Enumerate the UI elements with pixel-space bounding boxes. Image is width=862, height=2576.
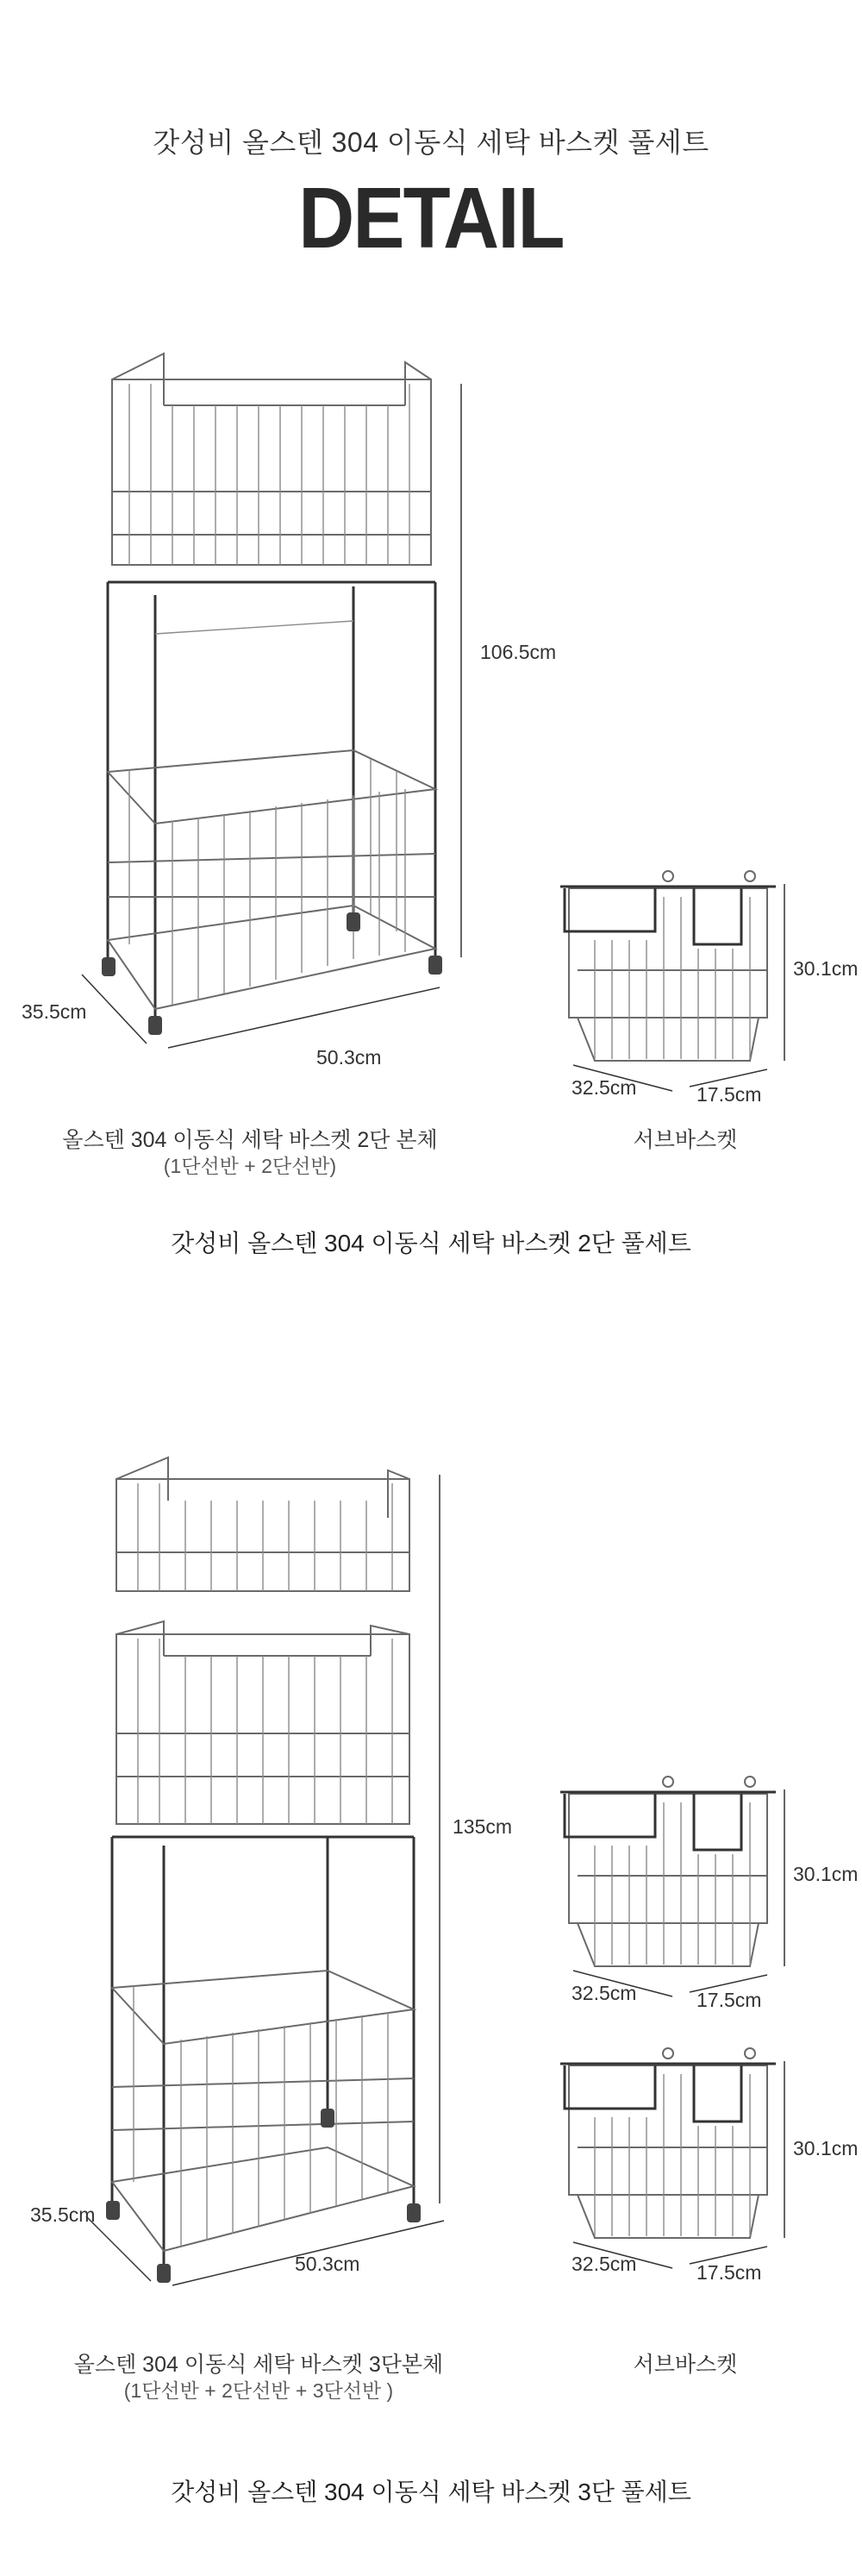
set3-sub1-depth-label: 17.5cm — [696, 1989, 762, 2011]
set2-main-width-label: 50.3cm — [316, 1046, 382, 1069]
set3-main-caption-sub: (1단선반 + 2단선반 + 3단선반 ) — [123, 2379, 394, 2402]
set3-main-caption: 올스텐 304 이동식 세탁 바스켓 3단본체 — [73, 2353, 444, 2377]
set2-sub-width-label: 32.5cm — [572, 1076, 637, 1099]
set3-sub1-height-label: 30.1cm — [793, 1863, 859, 1885]
page-title: DETAIL — [298, 170, 564, 266]
set3-sub2-depth-label: 17.5cm — [696, 2261, 762, 2284]
set3-main-depth-label: 35.5cm — [30, 2203, 96, 2226]
page-subtitle: 갓성비 올스텐 304 이동식 세탁 바스켓 풀세트 — [153, 127, 709, 158]
set2-sub-caption: 서브바스켓 — [633, 1128, 738, 1152]
set3-title: 갓성비 올스텐 304 이동식 세탁 바스켓 3단 풀세트 — [171, 2479, 691, 2505]
set2-main-caption-sub: (1단선반 + 2단선반) — [163, 1155, 337, 1177]
set2-main-height-label: 106.5cm — [480, 641, 557, 663]
set3-sub2-width-label: 32.5cm — [572, 2253, 637, 2275]
set2-sub-height-label: 30.1cm — [793, 957, 859, 980]
set2-title: 갓성비 올스텐 304 이동식 세탁 바스켓 2단 풀세트 — [171, 1230, 691, 1257]
set2-sub-depth-label: 17.5cm — [696, 1083, 762, 1106]
set3-main-height-label: 135cm — [453, 1815, 513, 1838]
set3-sub1-width-label: 32.5cm — [572, 1982, 637, 2004]
set2-main-depth-label: 35.5cm — [22, 1000, 87, 1023]
set3-main-width-label: 50.3cm — [295, 2253, 360, 2275]
set3-sub-caption: 서브바스켓 — [633, 2353, 738, 2377]
set2-main-caption: 올스텐 304 이동식 세탁 바스켓 2단 본체 — [62, 1128, 438, 1152]
set3-sub2-height-label: 30.1cm — [793, 2137, 859, 2159]
